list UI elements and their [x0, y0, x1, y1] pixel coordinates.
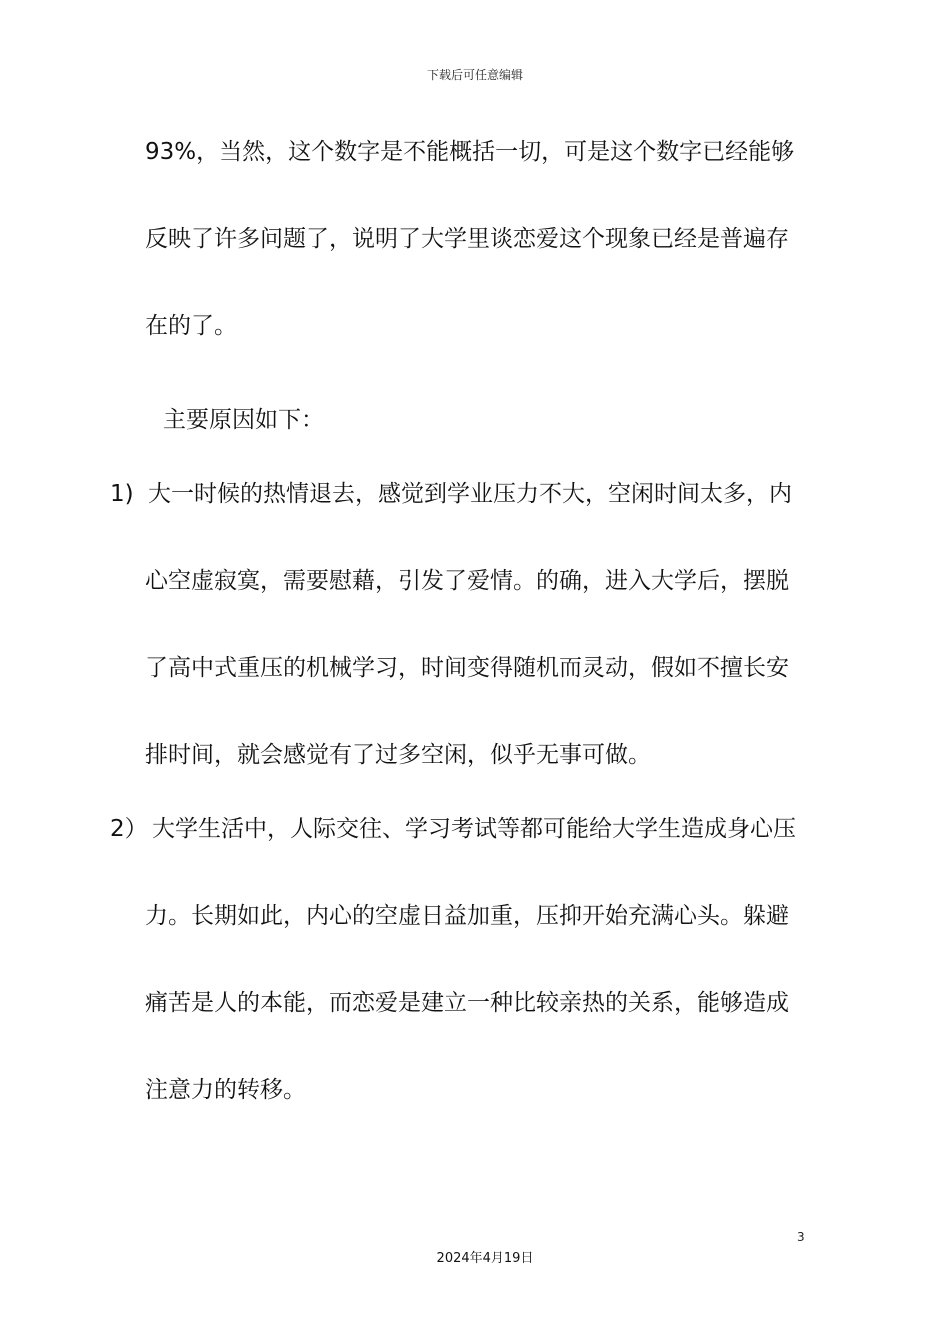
- page-header: 下载后可任意编辑: [426, 68, 523, 82]
- reasons-intro: 主要原因如下：: [163, 407, 324, 433]
- paragraph-line: 在的了。: [145, 313, 237, 339]
- list-item-line: 力。长期如此，内心的空虚日益加重，压抑开始充满心头。躲避: [145, 903, 789, 929]
- paragraph-line: 93%，当然，这个数字是不能概括一切，可是这个数字已经能够: [145, 139, 795, 165]
- list-item-line: 排时间，就会感觉有了过多空闲，似乎无事可做。: [145, 742, 651, 768]
- page-number: 3: [797, 1230, 805, 1244]
- list-item-line: 心空虚寂寞，需要慰藉，引发了爱情。的确，进入大学后，摆脱: [145, 568, 789, 594]
- list-marker: 2）: [110, 816, 148, 842]
- list-item-line: 注意力的转移。: [145, 1077, 306, 1103]
- list-item-line: 大学生活中，人际交往、学习考试等都可能给大学生造成身心压: [152, 816, 796, 842]
- list-marker: 1): [110, 481, 134, 507]
- footer-date: 2024年4月19日: [436, 1251, 534, 1266]
- list-item-line: 大一时候的热情退去，感觉到学业压力不大，空闲时间太多，内: [148, 481, 792, 507]
- paragraph-line: 反映了许多问题了，说明了大学里谈恋爱这个现象已经是普遍存: [145, 226, 789, 252]
- list-item-line: 痛苦是人的本能，而恋爱是建立一种比较亲热的关系，能够造成: [145, 990, 789, 1016]
- list-item-line: 了高中式重压的机械学习，时间变得随机而灵动，假如不擅长安: [145, 655, 789, 681]
